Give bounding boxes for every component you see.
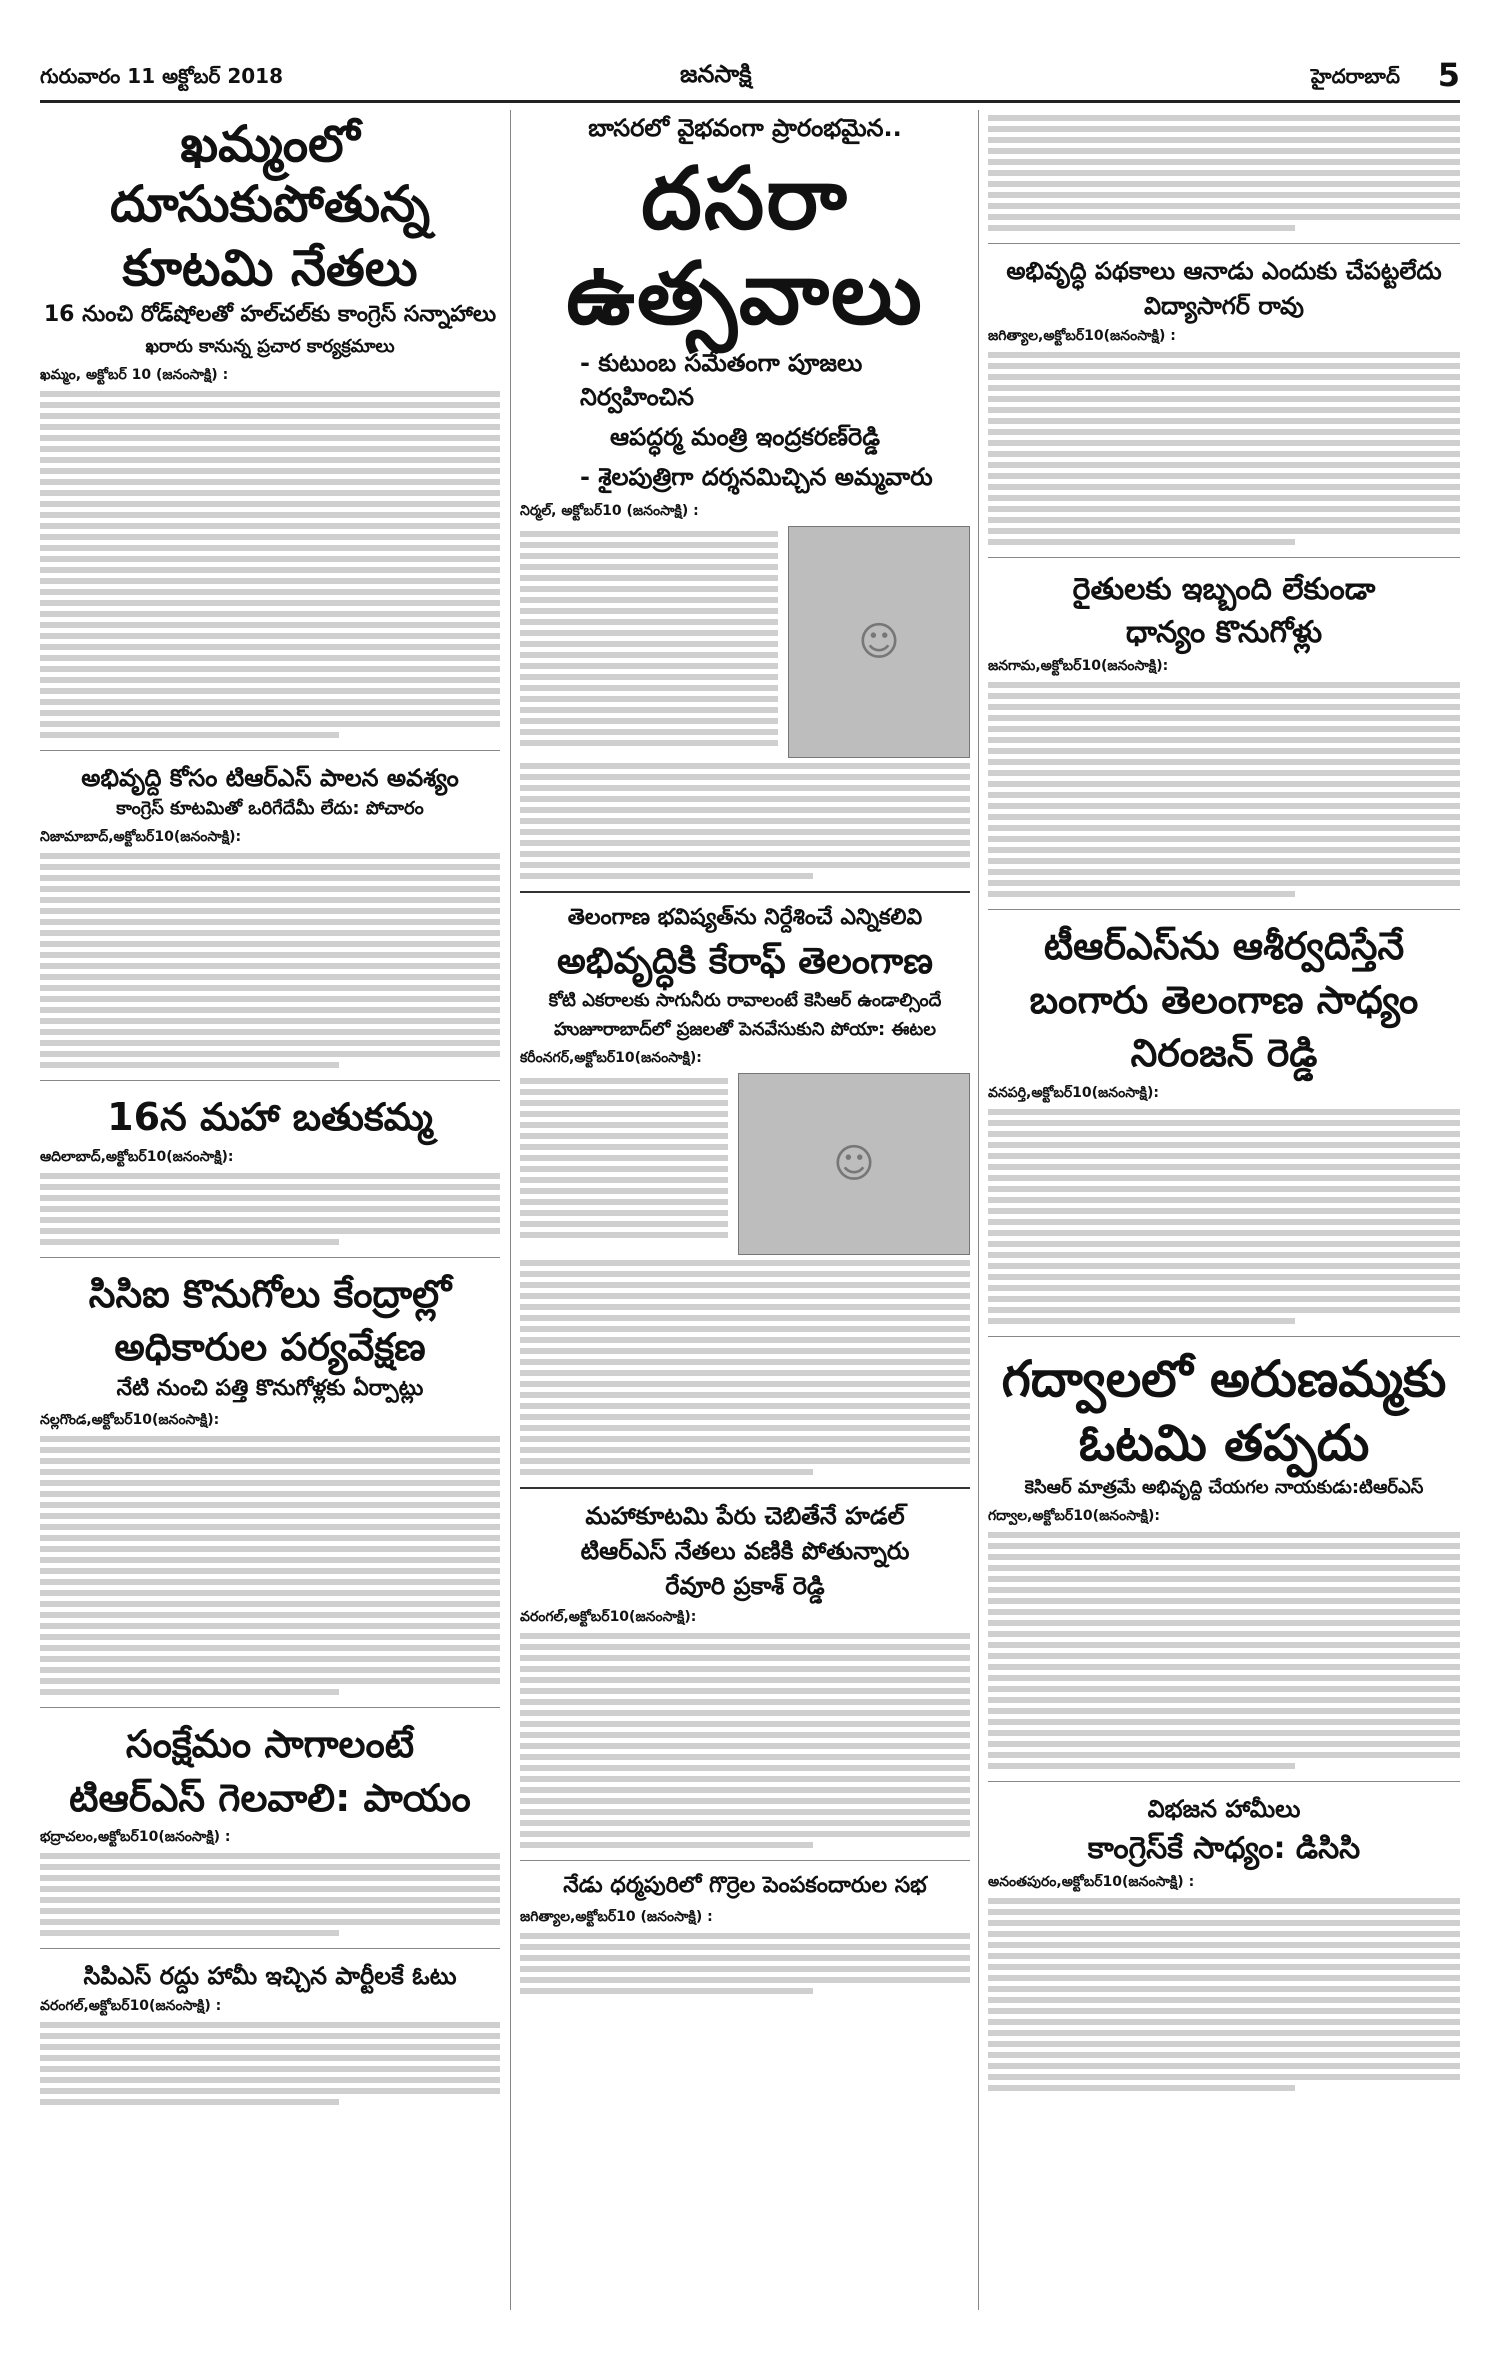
headline: కూటమి నేతలు [122,239,418,297]
article-gadwal [988,1349,1460,1769]
headline: విభజన హామీలు [1147,1794,1301,1823]
headline: దసరా ఉత్సవాలు [566,149,924,344]
headline: ఓటమి తప్పదు [1078,1413,1370,1472]
column-left [40,110,500,2310]
dateline: నిర్మల్‌, అక్టోబర్‌10 (జనంసాక్షి) : [520,503,699,520]
article-grain-purchase [988,570,1460,897]
dateline: జగిత్యాల,అక్టోబర్‌10(జనంసాక్షి) : [988,328,1176,345]
article-body [40,853,500,1068]
page-number: 5 [1437,56,1460,94]
person-photo-etela: ☺ [738,1073,970,1255]
issue-date: గురువారం 11 అక్టోబర్ 2018 [40,64,284,88]
headline: టీఆర్‌ఎస్‌ను ఆశీర్వదిస్తేనే [1043,924,1405,969]
headline: ధాన్యం కొనుగోళ్లు [1125,615,1323,651]
dateline: జనగామ,అక్టోబర్‌10(జనంసాక్షి): [988,658,1169,675]
article-cps [40,1961,500,2105]
article-vidyasagar [988,256,1460,545]
article-cci [40,1270,500,1696]
person-photo-minister: ☺ [788,526,970,758]
article-payam [40,1720,500,1936]
headline: టిఆర్‌ఎస్‌ నేతలు వణికి పోతున్నారు [580,1537,910,1566]
article-dasara [520,114,970,879]
headline: రైతులకు ఇబ్బంది లేకుండా [1072,572,1376,608]
column-divider [978,110,979,2310]
article-body [988,1898,1460,2091]
article-body [40,2022,500,2105]
edition-city: హైదరాబాద్ [1310,64,1400,88]
subheadline: కాంగ్రెస్‌ కూటమితో ఒరిగేదేమీ లేదు: పోచారం [116,798,424,820]
headline: 16న మహా బతుకమ్మ [107,1095,433,1140]
dateline: గద్వాల,అక్టోబర్‌10(జనంసాక్షి): [988,1507,1160,1524]
article-body [520,1933,970,1994]
headline: బంగారు తెలంగాణ సాధ్యం [1029,977,1419,1022]
dateline: భద్రాచలం,అక్టోబర్‌10(జనంసాక్షి) : [40,1829,231,1846]
headline: సంక్షేమం సాగాలంటే [125,1722,415,1767]
dateline: కరీంనగర్‌,అక్టోబర్‌10(జనంసాక్షి): [520,1049,702,1066]
headline: టిఆర్‌ఎస్‌ గెలవాలి: పాయం [69,1775,471,1820]
headline: రేవూరి ప్రకాశ్‌ రెడ్డి [665,1572,825,1601]
article-bathukamma [40,1093,500,1244]
dateline: వరంగల్‌,అక్టోబర్‌10(జనంసాక్షి): [520,1608,697,1625]
dateline: నల్లగొండ,అక్టోబర్‌10(జనంసాక్షి): [40,1412,220,1429]
article-etela [520,905,970,1475]
bullet-line: - శైలపుత్రిగా దర్శనమిచ్చిన అమ్మవారు [580,463,933,492]
headline: గద్వాలలో అరుణమ్మకు [1001,1349,1447,1408]
headline: అభివృద్ది కోసం టిఆర్‌ఎస్‌ పాలన అవశ్యం [81,764,459,792]
article-body [40,1173,500,1245]
kicker: బాసరలో వైభవంగా ప్రారంభమైన.. [588,114,902,142]
dateline: జగిత్యాల,అక్టోబర్‌10 (జనంసాక్షి) : [520,1908,713,1925]
article-niranjan [988,922,1460,1323]
headline: నేడు ధర్మపురిలో గొర్రెల పెంపకందారుల సభ [563,1872,927,1898]
subheadline: ఖరారు కానున్న ప్రచార కార్యక్రమాలు [145,336,395,357]
article-dcc [988,1794,1460,2091]
headline: అధికారుల పర్యవేక్షణ [114,1324,426,1369]
article-continued [988,115,1460,231]
bullet-line: - కుటుంబ సమేతంగా పూజలు నిర్వహించిన [580,349,863,412]
dateline: అనంతపురం,అక్టోబర్‌10(జనంసాక్షి) : [988,1873,1195,1890]
article-body [988,1109,1460,1324]
headline: అభివృద్ధికి కేరాఫ్‌ తెలంగాణ [557,941,933,983]
dateline: వరంగల్‌,అక్టోబర్‌10(జనంసాక్షి) : [40,1998,222,2015]
subheadline: హుజూరాబాద్‌లో ప్రజలతో పెనవేసుకుని పోయా: ఈటల [553,1018,937,1040]
article-body [520,1633,970,1848]
dateline: ఖమ్మం, అక్టోబర్‌ 10 (జనంసాక్షి) : [40,367,229,383]
subheadline: 16 నుంచి రోడ్‌షోలతో హల్‌చల్‌కు కాంగ్రెస్‌ సన్నాహాలు [43,302,497,327]
kicker: తెలంగాణ భవిష్యత్‌ను నిర్దేశించే ఎన్నికలివి [567,905,923,931]
header-rule [40,100,1460,103]
article-body [988,352,1460,545]
headline: సిసిఐ కొనుగోలు కేంద్రాల్లో [88,1271,452,1316]
column-right [988,110,1460,2310]
article-khammam [40,114,500,738]
article-body [988,682,1460,897]
column-middle [520,110,970,2310]
bullet-line: ఆపద్ధర్మ మంత్రి ఇంద్రకరణ్‌రెడ్డి [610,423,880,452]
article-body [520,526,778,758]
headline: మహాకూటమి పేరు చెబితేనే హడల్‌ [585,1501,905,1530]
column-divider [510,110,511,2310]
article-body [40,1853,500,1936]
dateline: వనపర్తి,అక్టోబర్‌10(జనంసాక్షి): [988,1084,1159,1101]
headline: ఖమ్మంలో దూసుకుపోతున్న [110,115,430,233]
article-body [40,391,500,738]
dateline: నిజామాబాద్‌,అక్టోబర్‌10(జనంసాక్షి): [40,829,242,846]
headline: సిపిఎస్‌ రద్దు హామీ ఇచ్చిన పార్టీలకే ఓటు [83,1962,457,1991]
headline: కాంగ్రెస్‌కే సాధ్యం: డిసిసి [1087,1830,1361,1866]
article-dharmapuri [520,1873,970,1994]
headline: నిరంజన్‌ రెడ్డి [1130,1031,1318,1076]
article-revuri [520,1501,970,1848]
headline: అభివృద్ధి పథకాలు ఆనాడు ఎందుకు చేపట్టలేదు [1006,257,1442,285]
page-header [40,56,1460,100]
article-body [988,1532,1460,1769]
headline: విద్యాసాగర్‌ రావు [1143,292,1305,321]
article-body [40,1436,500,1695]
subheadline: నేటి నుంచి పత్తి కొనుగోళ్లకు ఏర్పాట్లు [116,1376,424,1402]
newspaper-logo: జనసాక్షి [680,60,752,88]
subheadline: కోటి ఎకరాలకు సాగునీరు రావాలంటే కెసిఆర్‌ ఉండాల్సిందే [548,989,942,1011]
article-body [520,1073,728,1255]
subheadline: కెసిఆర్‌ మాత్రమే అభివృద్ది చేయగల నాయకుడు:టిఆర్‌ఎస్‌ [1024,1476,1424,1498]
dateline: ఆదిలాబాద్‌,అక్టోబర్‌10(జనంసాక్షి): [40,1148,234,1165]
article-pocharam [40,763,500,1068]
